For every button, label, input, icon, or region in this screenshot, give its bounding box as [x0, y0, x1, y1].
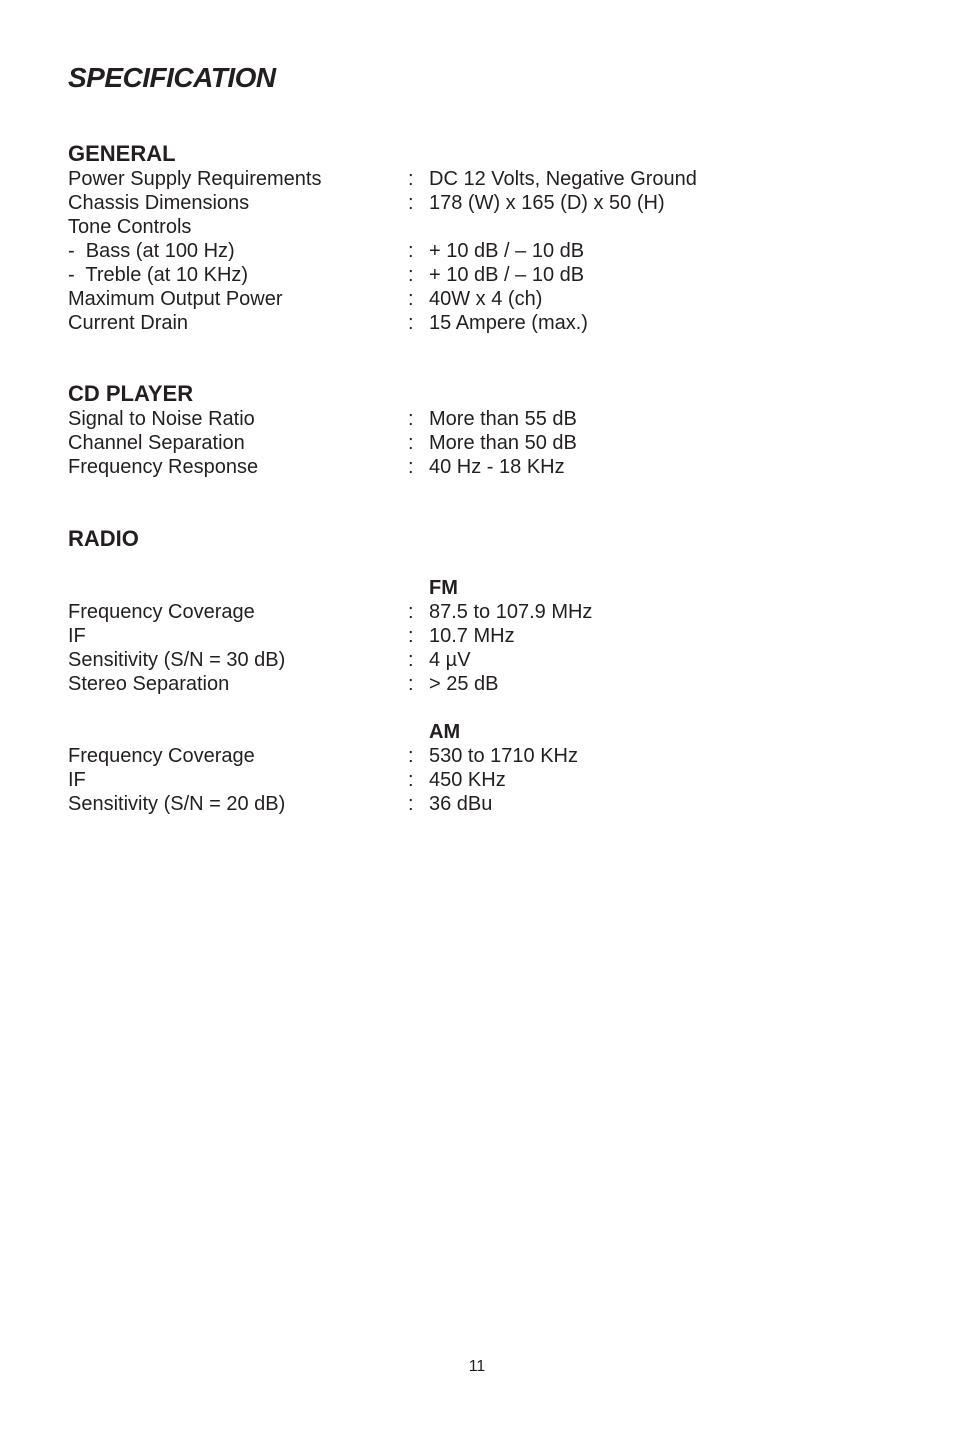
spec-row	[68, 287, 888, 311]
spec-row	[68, 600, 888, 624]
spec-separator: :	[408, 601, 414, 623]
spec-row	[68, 792, 888, 816]
spec-separator: :	[408, 408, 414, 430]
spec-separator: :	[408, 745, 414, 767]
spec-row	[68, 744, 888, 768]
spec-row	[68, 239, 888, 263]
spec-value: + 10 dB / – 10 dB	[429, 264, 585, 286]
spec-label: Sensitivity (S/N = 30 dB)	[68, 649, 286, 671]
spec-label: Power Supply Requirements	[68, 168, 322, 190]
spec-row	[68, 455, 888, 479]
spec-row	[68, 624, 888, 648]
spec-separator: :	[408, 625, 414, 647]
spec-value: > 25 dB	[429, 673, 499, 695]
subheading-am	[68, 720, 888, 744]
radio-am-block	[68, 720, 888, 816]
spec-label: Frequency Response	[68, 456, 259, 478]
spec-separator: :	[408, 769, 414, 791]
spec-value: 40W x 4 (ch)	[429, 288, 543, 310]
spec-value: 450 KHz	[429, 769, 506, 791]
spec-row	[68, 263, 888, 287]
subheading-fm-label: FM	[429, 577, 458, 599]
section-heading-cd-player: CD PLAYER	[68, 381, 194, 406]
spec-row	[68, 215, 888, 239]
spec-value: More than 55 dB	[429, 408, 577, 430]
subheading-fm	[68, 576, 888, 600]
spec-row	[68, 167, 888, 191]
spec-value: More than 50 dB	[429, 432, 577, 454]
spec-separator: :	[408, 240, 414, 262]
spec-separator: :	[408, 288, 414, 310]
spec-separator: :	[408, 673, 414, 695]
spec-label: Channel Separation	[68, 432, 245, 454]
spec-label: Maximum Output Power	[68, 288, 283, 310]
spec-row	[68, 311, 888, 335]
spec-label: - Treble (at 10 KHz)	[68, 264, 249, 286]
spec-row	[68, 648, 888, 672]
section-heading-radio: RADIO	[68, 526, 139, 551]
spec-separator: :	[408, 264, 414, 286]
radio-fm-block	[68, 576, 888, 696]
spec-label: Current Drain	[68, 312, 189, 334]
spec-row	[68, 431, 888, 455]
spec-row	[68, 407, 888, 431]
spec-separator: :	[408, 192, 414, 214]
page-number: 11	[468, 1358, 486, 1375]
spec-value: + 10 dB / – 10 dB	[429, 240, 585, 262]
spec-label: Frequency Coverage	[68, 601, 255, 623]
radio-section	[68, 526, 888, 552]
section-heading-general: GENERAL	[68, 141, 176, 166]
spec-label: Signal to Noise Ratio	[68, 408, 255, 430]
spec-label: IF	[68, 769, 86, 791]
spec-value: 87.5 to 107.9 MHz	[429, 601, 593, 623]
spec-separator: :	[408, 312, 414, 334]
spec-separator: :	[408, 456, 414, 478]
spec-separator: :	[408, 432, 414, 454]
page-title: SPECIFICATION	[68, 62, 276, 93]
general-section	[68, 141, 888, 335]
spec-label: Sensitivity (S/N = 20 dB)	[68, 793, 286, 815]
spec-separator: :	[408, 649, 414, 671]
spec-value: 15 Ampere (max.)	[429, 312, 588, 334]
spec-row	[68, 672, 888, 696]
spec-separator: :	[408, 793, 414, 815]
spec-label: Chassis Dimensions	[68, 192, 250, 214]
cd-player-section	[68, 381, 888, 479]
spec-label: Tone Controls	[68, 216, 192, 238]
spec-label: - Bass (at 100 Hz)	[68, 240, 235, 262]
spec-value: 530 to 1710 KHz	[429, 745, 578, 767]
spec-label: IF	[68, 625, 86, 647]
spec-value: DC 12 Volts, Negative Ground	[429, 168, 697, 190]
spec-value: 178 (W) x 165 (D) x 50 (H)	[429, 192, 665, 214]
spec-row	[68, 768, 888, 792]
spec-separator: :	[408, 168, 414, 190]
spec-label: Stereo Separation	[68, 673, 230, 695]
spec-value: 10.7 MHz	[429, 625, 515, 647]
spec-row	[68, 191, 888, 215]
spec-label: Frequency Coverage	[68, 745, 255, 767]
spec-value: 40 Hz - 18 KHz	[429, 456, 565, 478]
spec-value: 36 dBu	[429, 793, 493, 815]
spec-value: 4 µV	[429, 649, 471, 671]
subheading-am-label: AM	[429, 721, 461, 743]
